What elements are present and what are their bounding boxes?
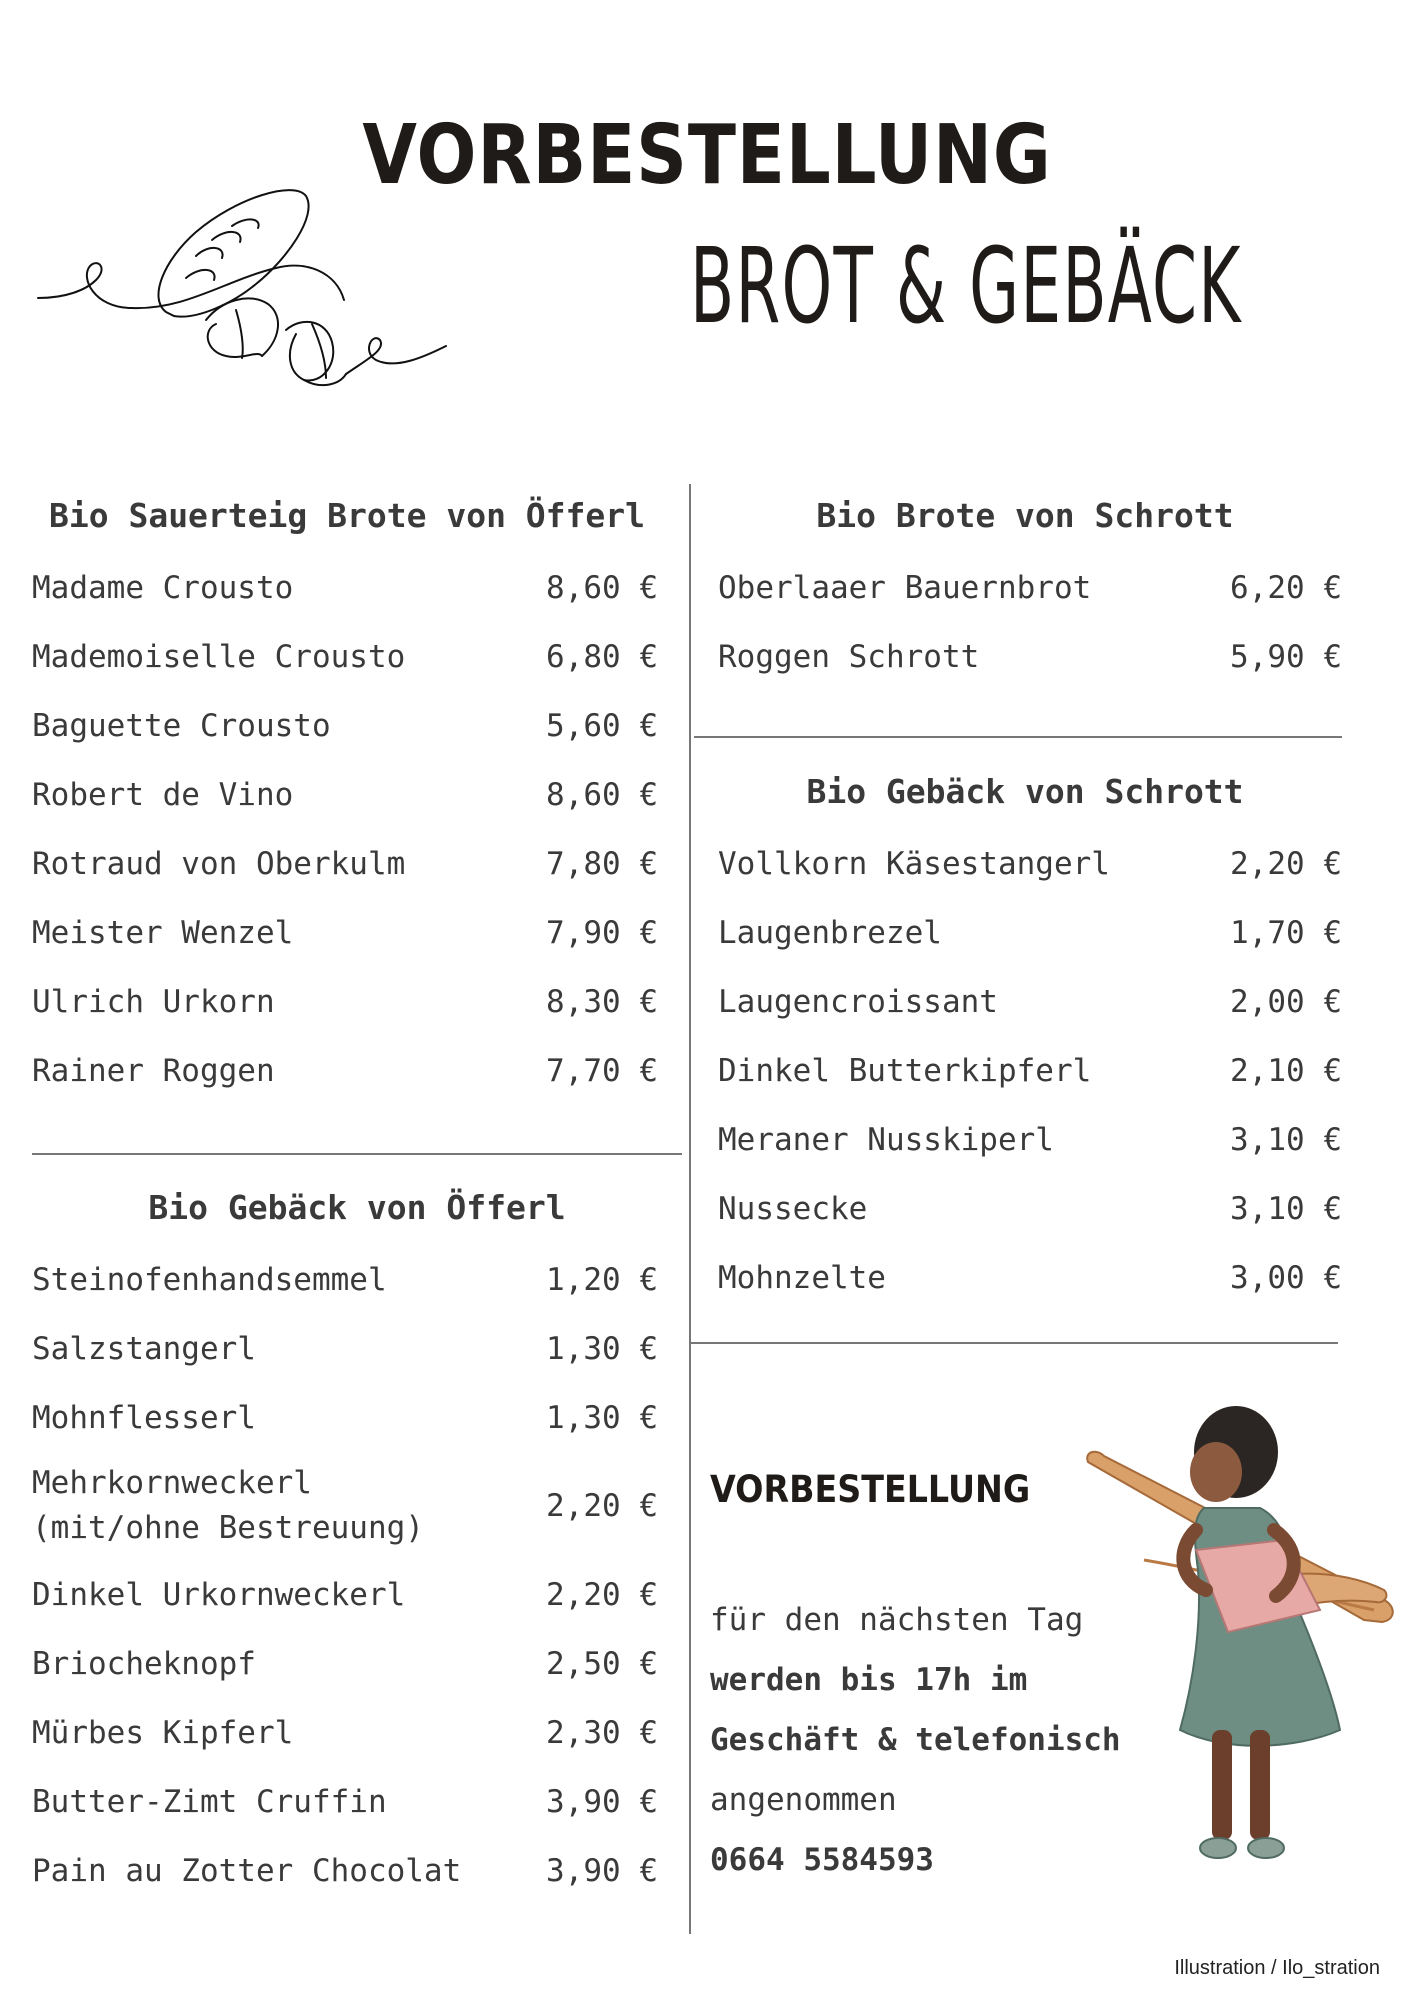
section-title-gebaeck-oefferl: Bio Gebäck von Öfferl (148, 1188, 566, 1227)
menu-item-price: 3,90 € (546, 1784, 658, 1820)
menu-item: Madame Crousto (32, 570, 294, 606)
menu-item-price: 5,60 € (546, 708, 658, 744)
menu-item: Pain au Zotter Chocolat (32, 1853, 462, 1889)
menu-item: Mohnzelte (718, 1260, 886, 1296)
section-divider (32, 1153, 682, 1155)
order-phone: 0664 5584593 (710, 1842, 934, 1878)
section-divider (690, 1342, 1338, 1344)
menu-item: Rainer Roggen (32, 1053, 275, 1089)
menu-item: Meraner Nusskiperl (718, 1122, 1054, 1158)
menu-item-price: 3,10 € (1230, 1191, 1342, 1227)
menu-item: Baguette Crousto (32, 708, 331, 744)
menu-item-price: 8,60 € (546, 570, 658, 606)
menu-item: Roggen Schrott (718, 639, 980, 675)
menu-item-price: 1,20 € (546, 1262, 658, 1298)
menu-item-price: 1,30 € (546, 1331, 658, 1367)
menu-item-price: 1,30 € (546, 1400, 658, 1436)
page-subtitle: BROT & GEBÄCK (690, 225, 1242, 347)
menu-item: Mürbes Kipferl (32, 1715, 294, 1751)
section-title-brote-schrott: Bio Brote von Schrott (816, 496, 1234, 535)
menu-item: Salzstangerl (32, 1331, 256, 1367)
menu-item-price: 2,20 € (546, 1488, 658, 1524)
menu-item: Robert de Vino (32, 777, 294, 813)
menu-item-price: 3,10 € (1230, 1122, 1342, 1158)
menu-item: Dinkel Urkornweckerl (32, 1577, 406, 1613)
bread-croissant-doodle-icon (36, 180, 456, 400)
page-title: VORBESTELLUNG (362, 108, 1052, 203)
menu-item: Mehrkornweckerl (32, 1465, 312, 1501)
order-text-line: werden bis 17h im (710, 1662, 1028, 1698)
menu-item: Meister Wenzel (32, 915, 294, 951)
menu-item-price: 7,70 € (546, 1053, 658, 1089)
menu-item: Nussecke (718, 1191, 868, 1227)
menu-item: Laugencroissant (718, 984, 998, 1020)
menu-item: Oberlaaer Bauernbrot (718, 570, 1092, 606)
menu-item-price: 5,90 € (1230, 639, 1342, 675)
menu-item-price: 1,70 € (1230, 915, 1342, 951)
section-title-gebaeck-schrott: Bio Gebäck von Schrott (806, 772, 1244, 811)
column-divider (689, 484, 691, 1934)
menu-item-price: 2,20 € (1230, 846, 1342, 882)
menu-item-price: 7,90 € (546, 915, 658, 951)
menu-item-price: 8,30 € (546, 984, 658, 1020)
menu-item-price: 3,90 € (546, 1853, 658, 1889)
menu-item: Briocheknopf (32, 1646, 256, 1682)
menu-item-price: 2,30 € (546, 1715, 658, 1751)
menu-item-note: (mit/ohne Bestreuung) (32, 1510, 424, 1546)
section-divider (694, 736, 1342, 738)
section-title-sauerteig: Bio Sauerteig Brote von Öfferl (48, 496, 646, 535)
menu-item: Steinofenhandsemmel (32, 1262, 387, 1298)
illustration-credit: Illustration / Ilo_stration (1174, 1957, 1380, 1979)
menu-item: Mohnflesserl (32, 1400, 256, 1436)
menu-item: Ulrich Urkorn (32, 984, 275, 1020)
menu-item-price: 2,20 € (546, 1577, 658, 1613)
order-text-line: Geschäft & telefonisch (710, 1722, 1121, 1758)
order-text-line: angenommen (710, 1782, 897, 1818)
menu-item-price: 2,50 € (546, 1646, 658, 1682)
menu-item: Mademoiselle Crousto (32, 639, 406, 675)
menu-item: Rotraud von Oberkulm (32, 846, 406, 882)
girl-with-baguettes-illustration-icon (1084, 1400, 1404, 1900)
menu-item-price: 2,00 € (1230, 984, 1342, 1020)
menu-item: Butter-Zimt Cruffin (32, 1784, 387, 1820)
menu-item: Dinkel Butterkipferl (718, 1053, 1092, 1089)
menu-item-price: 2,10 € (1230, 1053, 1342, 1089)
menu-item-price: 8,60 € (546, 777, 658, 813)
menu-item: Vollkorn Käsestangerl (718, 846, 1110, 882)
menu-item-price: 3,00 € (1230, 1260, 1342, 1296)
order-text-line: für den nächsten Tag (710, 1602, 1084, 1638)
order-title: VORBESTELLUNG (710, 1468, 1031, 1511)
menu-item-price: 6,80 € (546, 639, 658, 675)
menu-item-price: 6,20 € (1230, 570, 1342, 606)
menu-item-price: 7,80 € (546, 846, 658, 882)
menu-item: Laugenbrezel (718, 915, 942, 951)
